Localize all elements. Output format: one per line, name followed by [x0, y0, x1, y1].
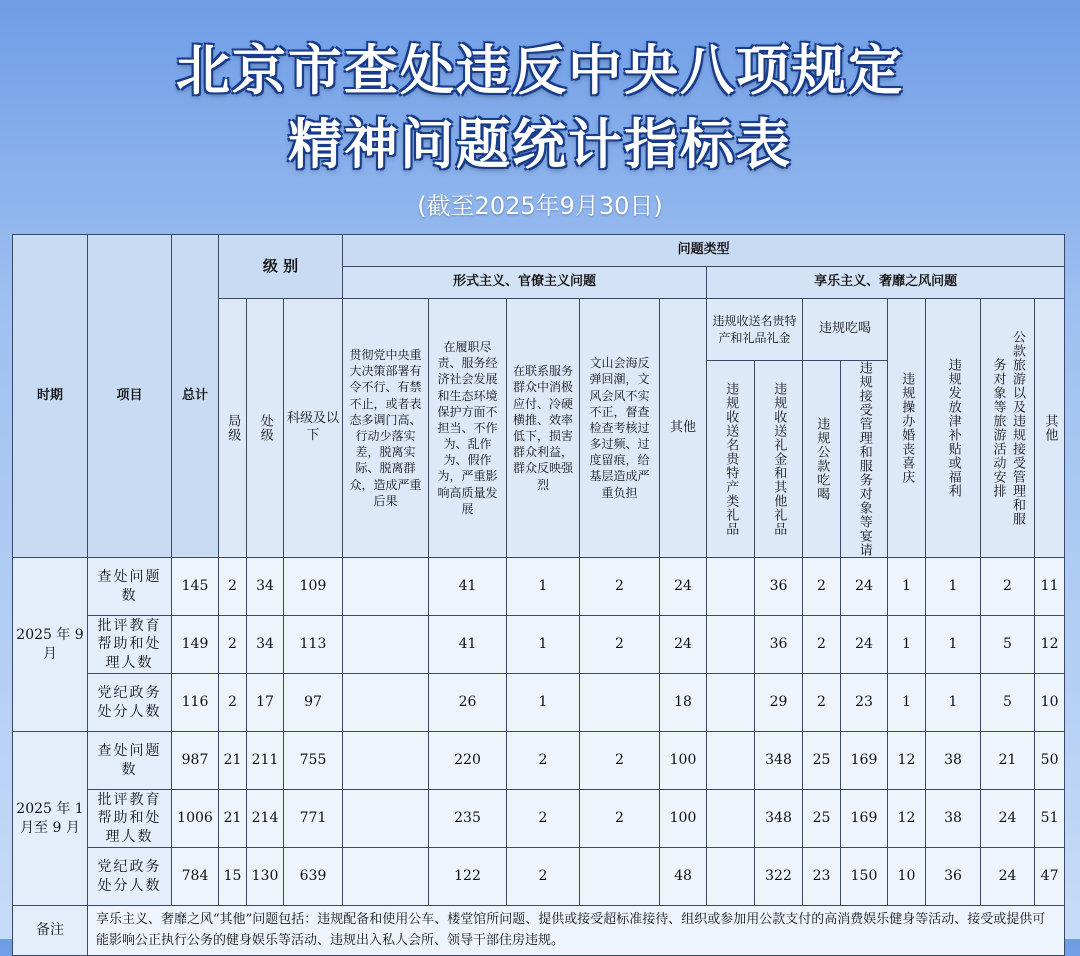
cell-gift2: 322 — [755, 848, 803, 906]
cell-h-other: 51 — [1035, 790, 1065, 848]
cell-bureau: 2 — [219, 674, 247, 732]
item-cell: 批评教育帮助和处理人数 — [88, 616, 172, 674]
cell-f2: 26 — [429, 674, 507, 732]
cell-allowance: 1 — [926, 558, 981, 616]
header-problem-type: 问题类型 — [343, 235, 1065, 267]
cell-division: 130 — [247, 848, 284, 906]
header-f1: 贯彻党中央重大决策部署有令不行、有禁不止，或者表态多调门高、行动少落实差，脱离实际、脱离群众，造成严重后果 — [343, 299, 429, 558]
cell-division: 34 — [247, 616, 284, 674]
cell-f4: 2 — [580, 558, 660, 616]
cell-total: 149 — [172, 616, 219, 674]
cell-section: 113 — [284, 616, 343, 674]
header-wedding — [888, 299, 926, 558]
cell-gift2: 36 — [755, 558, 803, 616]
header-formalism: 形式主义、官僚主义问题 — [343, 267, 707, 299]
header-allowance-label: 违规发放津补贴或福利 — [945, 358, 961, 498]
header-eat1-label: 违规公款吃喝 — [814, 417, 830, 501]
cell-travel: 5 — [981, 616, 1035, 674]
cell-division: 211 — [247, 732, 284, 790]
header-gift-group: 违规收送名贵特产和礼品礼金 — [707, 299, 803, 361]
cell-f4 — [580, 848, 660, 906]
item-cell: 党纪政务处分人数 — [88, 674, 172, 732]
header-eat2 — [841, 361, 888, 558]
cell-section: 755 — [284, 732, 343, 790]
cell-gift1 — [707, 732, 755, 790]
cell-eat2: 24 — [841, 616, 888, 674]
cell-travel: 24 — [981, 848, 1035, 906]
header-bureau-label: 局级 — [225, 414, 241, 442]
cell-eat1: 23 — [803, 848, 841, 906]
header-gift2 — [755, 361, 803, 558]
header-section: 科级及以下 — [284, 299, 343, 558]
cell-gift1 — [707, 848, 755, 906]
header-division — [247, 299, 284, 558]
header-f2: 在履职尽责、服务经济社会发展和生态环境保护方面不担当、不作为、乱作为、假作为，严重影响高质量发展 — [429, 299, 507, 558]
cell-eat2: 23 — [841, 674, 888, 732]
cell-wedding: 12 — [888, 732, 926, 790]
cell-f1 — [343, 732, 429, 790]
cell-gift1 — [707, 558, 755, 616]
cell-gift2: 29 — [755, 674, 803, 732]
cell-division: 17 — [247, 674, 284, 732]
cell-allowance: 1 — [926, 674, 981, 732]
header-eat2-label: 违规接受管理和服务对象等宴请 — [856, 361, 872, 557]
cell-f3: 1 — [507, 616, 580, 674]
header-eat1 — [803, 361, 841, 558]
cell-f1 — [343, 616, 429, 674]
header-gift1 — [707, 361, 755, 558]
cell-eat2: 150 — [841, 848, 888, 906]
cell-f3: 1 — [507, 558, 580, 616]
note-row — [13, 906, 1065, 956]
cell-allowance: 1 — [926, 616, 981, 674]
cell-f-other: 100 — [660, 790, 707, 848]
cell-gift1 — [707, 674, 755, 732]
cell-f3: 2 — [507, 790, 580, 848]
item-cell: 批评教育帮助和处理人数 — [88, 790, 172, 848]
period-cell: 2025 年 1月至 9 月 — [13, 732, 88, 906]
cell-f2: 41 — [429, 616, 507, 674]
cell-h-other: 47 — [1035, 848, 1065, 906]
cell-section: 639 — [284, 848, 343, 906]
item-cell: 查处问题数 — [88, 732, 172, 790]
cell-f-other: 48 — [660, 848, 707, 906]
cell-f2: 41 — [429, 558, 507, 616]
header-f3: 在联系服务群众中消极应付、冷硬横推、效率低下，损害群众利益，群众反映强烈 — [507, 299, 580, 558]
cell-total: 1006 — [172, 790, 219, 848]
cell-f-other: 24 — [660, 616, 707, 674]
cell-h-other: 12 — [1035, 616, 1065, 674]
cell-eat2: 24 — [841, 558, 888, 616]
cell-f-other: 100 — [660, 732, 707, 790]
header-allowance — [926, 299, 981, 558]
header-level: 级 别 — [219, 235, 343, 299]
cell-eat2: 169 — [841, 732, 888, 790]
header-h-other — [1035, 299, 1065, 558]
cell-allowance: 36 — [926, 848, 981, 906]
cell-section: 97 — [284, 674, 343, 732]
cell-wedding: 1 — [888, 558, 926, 616]
cell-f1 — [343, 790, 429, 848]
cell-f2: 122 — [429, 848, 507, 906]
period-cell: 2025 年 9月 — [13, 558, 88, 732]
table-row — [13, 848, 1065, 906]
table-row — [13, 790, 1065, 848]
cell-section: 109 — [284, 558, 343, 616]
cell-f2: 235 — [429, 790, 507, 848]
cell-f4: 2 — [580, 732, 660, 790]
cell-gift2: 348 — [755, 790, 803, 848]
cell-total: 784 — [172, 848, 219, 906]
cell-bureau: 2 — [219, 616, 247, 674]
item-cell: 党纪政务处分人数 — [88, 848, 172, 906]
cell-division: 214 — [247, 790, 284, 848]
statistics-table — [12, 234, 1065, 956]
cell-f3: 2 — [507, 848, 580, 906]
cell-bureau: 21 — [219, 790, 247, 848]
header-division-label: 处级 — [257, 414, 273, 442]
header-item: 项目 — [88, 235, 172, 558]
note-text: 享乐主义、奢靡之风“其他”问题包括：违规配备和使用公车、楼堂馆所问题、提供或接受超标准接待、组织或参加用公款支付的高消费娱乐健身等活动、接受或提供可能影响公正执行公务的健身娱乐等活动、违规出入私人会所、领导干部住房违规。 — [88, 906, 1065, 956]
cell-allowance: 38 — [926, 732, 981, 790]
header-total: 总计 — [172, 235, 219, 558]
cell-travel: 2 — [981, 558, 1035, 616]
cell-gift1 — [707, 790, 755, 848]
header-gift2-label: 违规收送礼金和其他礼品 — [771, 382, 787, 536]
header-bureau — [219, 299, 247, 558]
header-travel — [981, 299, 1035, 558]
item-cell: 查处问题数 — [88, 558, 172, 616]
cell-f4: 2 — [580, 790, 660, 848]
cell-total: 116 — [172, 674, 219, 732]
cell-eat1: 25 — [803, 732, 841, 790]
cell-f-other: 24 — [660, 558, 707, 616]
header-travel-label: 公款旅游以及违规接受管理和服务对象等旅游活动安排 — [990, 330, 1026, 526]
cell-bureau: 15 — [219, 848, 247, 906]
cell-f1 — [343, 848, 429, 906]
table-row — [13, 558, 1065, 616]
cell-gift1 — [707, 616, 755, 674]
cell-travel: 21 — [981, 732, 1035, 790]
table-row — [13, 732, 1065, 790]
cell-eat2: 169 — [841, 790, 888, 848]
cell-bureau: 2 — [219, 558, 247, 616]
cell-total: 145 — [172, 558, 219, 616]
header-h-other-label: 其他 — [1042, 414, 1058, 442]
cell-f4 — [580, 674, 660, 732]
cell-division: 34 — [247, 558, 284, 616]
header-f-other: 其他 — [660, 299, 707, 558]
title-line-1: 北京市查处违反中央八项规定 — [176, 39, 904, 102]
cell-gift2: 36 — [755, 616, 803, 674]
note-label: 备注 — [13, 906, 88, 956]
cell-total: 987 — [172, 732, 219, 790]
cell-f2: 220 — [429, 732, 507, 790]
cell-allowance: 38 — [926, 790, 981, 848]
cell-f1 — [343, 558, 429, 616]
cell-f3: 2 — [507, 732, 580, 790]
cell-wedding: 1 — [888, 616, 926, 674]
date-note: (截至2025年9月30日) — [417, 192, 663, 220]
cell-f1 — [343, 674, 429, 732]
cell-eat1: 2 — [803, 616, 841, 674]
cell-eat1: 25 — [803, 790, 841, 848]
header-period: 时期 — [13, 235, 88, 558]
table-row — [13, 674, 1065, 732]
cell-f4: 2 — [580, 616, 660, 674]
cell-wedding: 12 — [888, 790, 926, 848]
header-eat-group: 违规吃喝 — [803, 299, 888, 361]
cell-gift2: 348 — [755, 732, 803, 790]
cell-section: 771 — [284, 790, 343, 848]
table-row — [13, 616, 1065, 674]
cell-wedding: 10 — [888, 848, 926, 906]
cell-travel: 5 — [981, 674, 1035, 732]
header-gift1-label: 违规收送名贵特产类礼品 — [723, 382, 739, 536]
cell-h-other: 50 — [1035, 732, 1065, 790]
cell-bureau: 21 — [219, 732, 247, 790]
header-f4: 文山会海反弹回潮，文风会风不实不正，督查检查考核过多过频、过度留痕，给基层造成严重负担 — [580, 299, 660, 558]
cell-eat1: 2 — [803, 674, 841, 732]
cell-h-other: 10 — [1035, 674, 1065, 732]
cell-travel: 24 — [981, 790, 1035, 848]
cell-f-other: 18 — [660, 674, 707, 732]
title-line-2: 精神问题统计指标表 — [288, 113, 792, 176]
cell-f3: 1 — [507, 674, 580, 732]
cell-h-other: 11 — [1035, 558, 1065, 616]
cell-eat1: 2 — [803, 558, 841, 616]
cell-wedding: 1 — [888, 674, 926, 732]
header-hedonism: 享乐主义、奢靡之风问题 — [707, 267, 1065, 299]
header-wedding-label: 违规操办婚丧喜庆 — [899, 372, 915, 484]
